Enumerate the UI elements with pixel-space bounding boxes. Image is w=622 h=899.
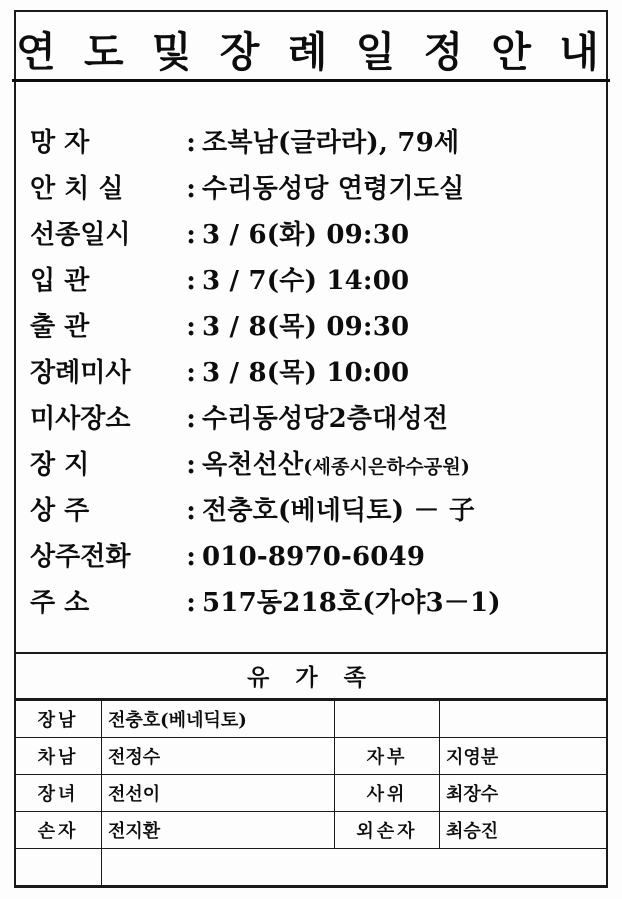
detail-value: 수리동성당2층대성전	[202, 404, 449, 434]
detail-value: 전충호(베네딕토) － 子	[202, 496, 476, 526]
detail-row-mortuary	[30, 168, 596, 214]
detail-row-chief-mourner	[30, 490, 596, 536]
family-name: 전충호(베네딕토)	[102, 701, 335, 738]
table-row	[15, 738, 608, 775]
detail-value: 3 / 8(목) 09:30	[202, 312, 410, 342]
detail-label: 안 치 실	[30, 174, 124, 204]
detail-label: 출 관	[30, 312, 90, 342]
title-area	[14, 10, 608, 102]
detail-row-funeral-mass	[30, 352, 596, 398]
detail-value: 517동218호(가야3－1)	[202, 588, 501, 618]
table-row	[15, 849, 608, 886]
family-name-2: 지영분	[440, 738, 608, 775]
family-name	[102, 849, 608, 886]
detail-label: 선종일시	[30, 220, 131, 250]
detail-value: 3 / 7(수) 14:00	[202, 266, 410, 296]
detail-row-deceased	[30, 122, 596, 168]
detail-row-burial-site	[30, 444, 596, 490]
table-row	[15, 701, 608, 738]
colon-separator: :	[186, 542, 196, 572]
detail-label: 장 지	[30, 450, 90, 480]
detail-row-address	[30, 582, 596, 628]
detail-label: 주 소	[30, 588, 90, 618]
detail-label: 망 자	[30, 128, 90, 158]
colon-separator: :	[186, 588, 196, 618]
detail-value: 010-8970-6049	[202, 542, 426, 572]
detail-row-mass-location	[30, 398, 596, 444]
family-name-2: 최장수	[440, 775, 608, 812]
table-row	[15, 775, 608, 812]
detail-label: 상 주	[30, 496, 90, 526]
detail-row-encoffining	[30, 260, 596, 306]
family-relation-2	[335, 701, 440, 738]
detail-value: 수리동성당 연령기도실	[202, 174, 465, 204]
family-relation-2: 외손자	[335, 812, 440, 849]
colon-separator: :	[186, 404, 196, 434]
burial-site-main: 옥천선산	[202, 450, 304, 480]
colon-separator: :	[186, 174, 196, 204]
colon-separator: :	[186, 496, 196, 526]
detail-value	[202, 444, 470, 481]
family-section	[14, 652, 608, 886]
colon-separator: :	[186, 266, 196, 296]
detail-label: 입 관	[30, 266, 90, 296]
detail-row-phone	[30, 536, 596, 582]
family-relation: 장녀	[15, 775, 102, 812]
family-name-2: 최승진	[440, 812, 608, 849]
family-heading: 유 가 족	[14, 654, 608, 700]
detail-value: 3 / 6(화) 09:30	[202, 220, 410, 250]
table-row	[15, 812, 608, 849]
burial-site-note: (세종시은하수공원)	[303, 456, 471, 478]
family-relation: 장남	[15, 701, 102, 738]
family-relation: 손자	[15, 812, 102, 849]
family-relation: 차남	[15, 738, 102, 775]
colon-separator: :	[186, 220, 196, 250]
detail-row-departure	[30, 306, 596, 352]
family-relation-2: 사위	[335, 775, 440, 812]
details-list	[30, 122, 596, 628]
family-name: 전지환	[102, 812, 335, 849]
family-relation-2: 자부	[335, 738, 440, 775]
detail-label: 장례미사	[30, 358, 131, 388]
family-table	[14, 700, 608, 886]
detail-value: 3 / 8(목) 10:00	[202, 358, 410, 388]
colon-separator: :	[186, 358, 196, 388]
colon-separator: :	[186, 312, 196, 342]
detail-label: 상주전화	[30, 542, 131, 572]
family-name: 전정수	[102, 738, 335, 775]
family-relation	[15, 849, 102, 886]
family-name-2	[440, 701, 608, 738]
colon-separator: :	[186, 128, 196, 158]
detail-row-death-datetime	[30, 214, 596, 260]
page-title: 연 도 및 장 례 일 정 안 내	[12, 30, 610, 81]
detail-value: 조복남(글라라), 79세	[202, 128, 460, 158]
colon-separator: :	[186, 450, 196, 480]
family-name: 전선이	[102, 775, 335, 812]
detail-label: 미사장소	[30, 404, 131, 434]
